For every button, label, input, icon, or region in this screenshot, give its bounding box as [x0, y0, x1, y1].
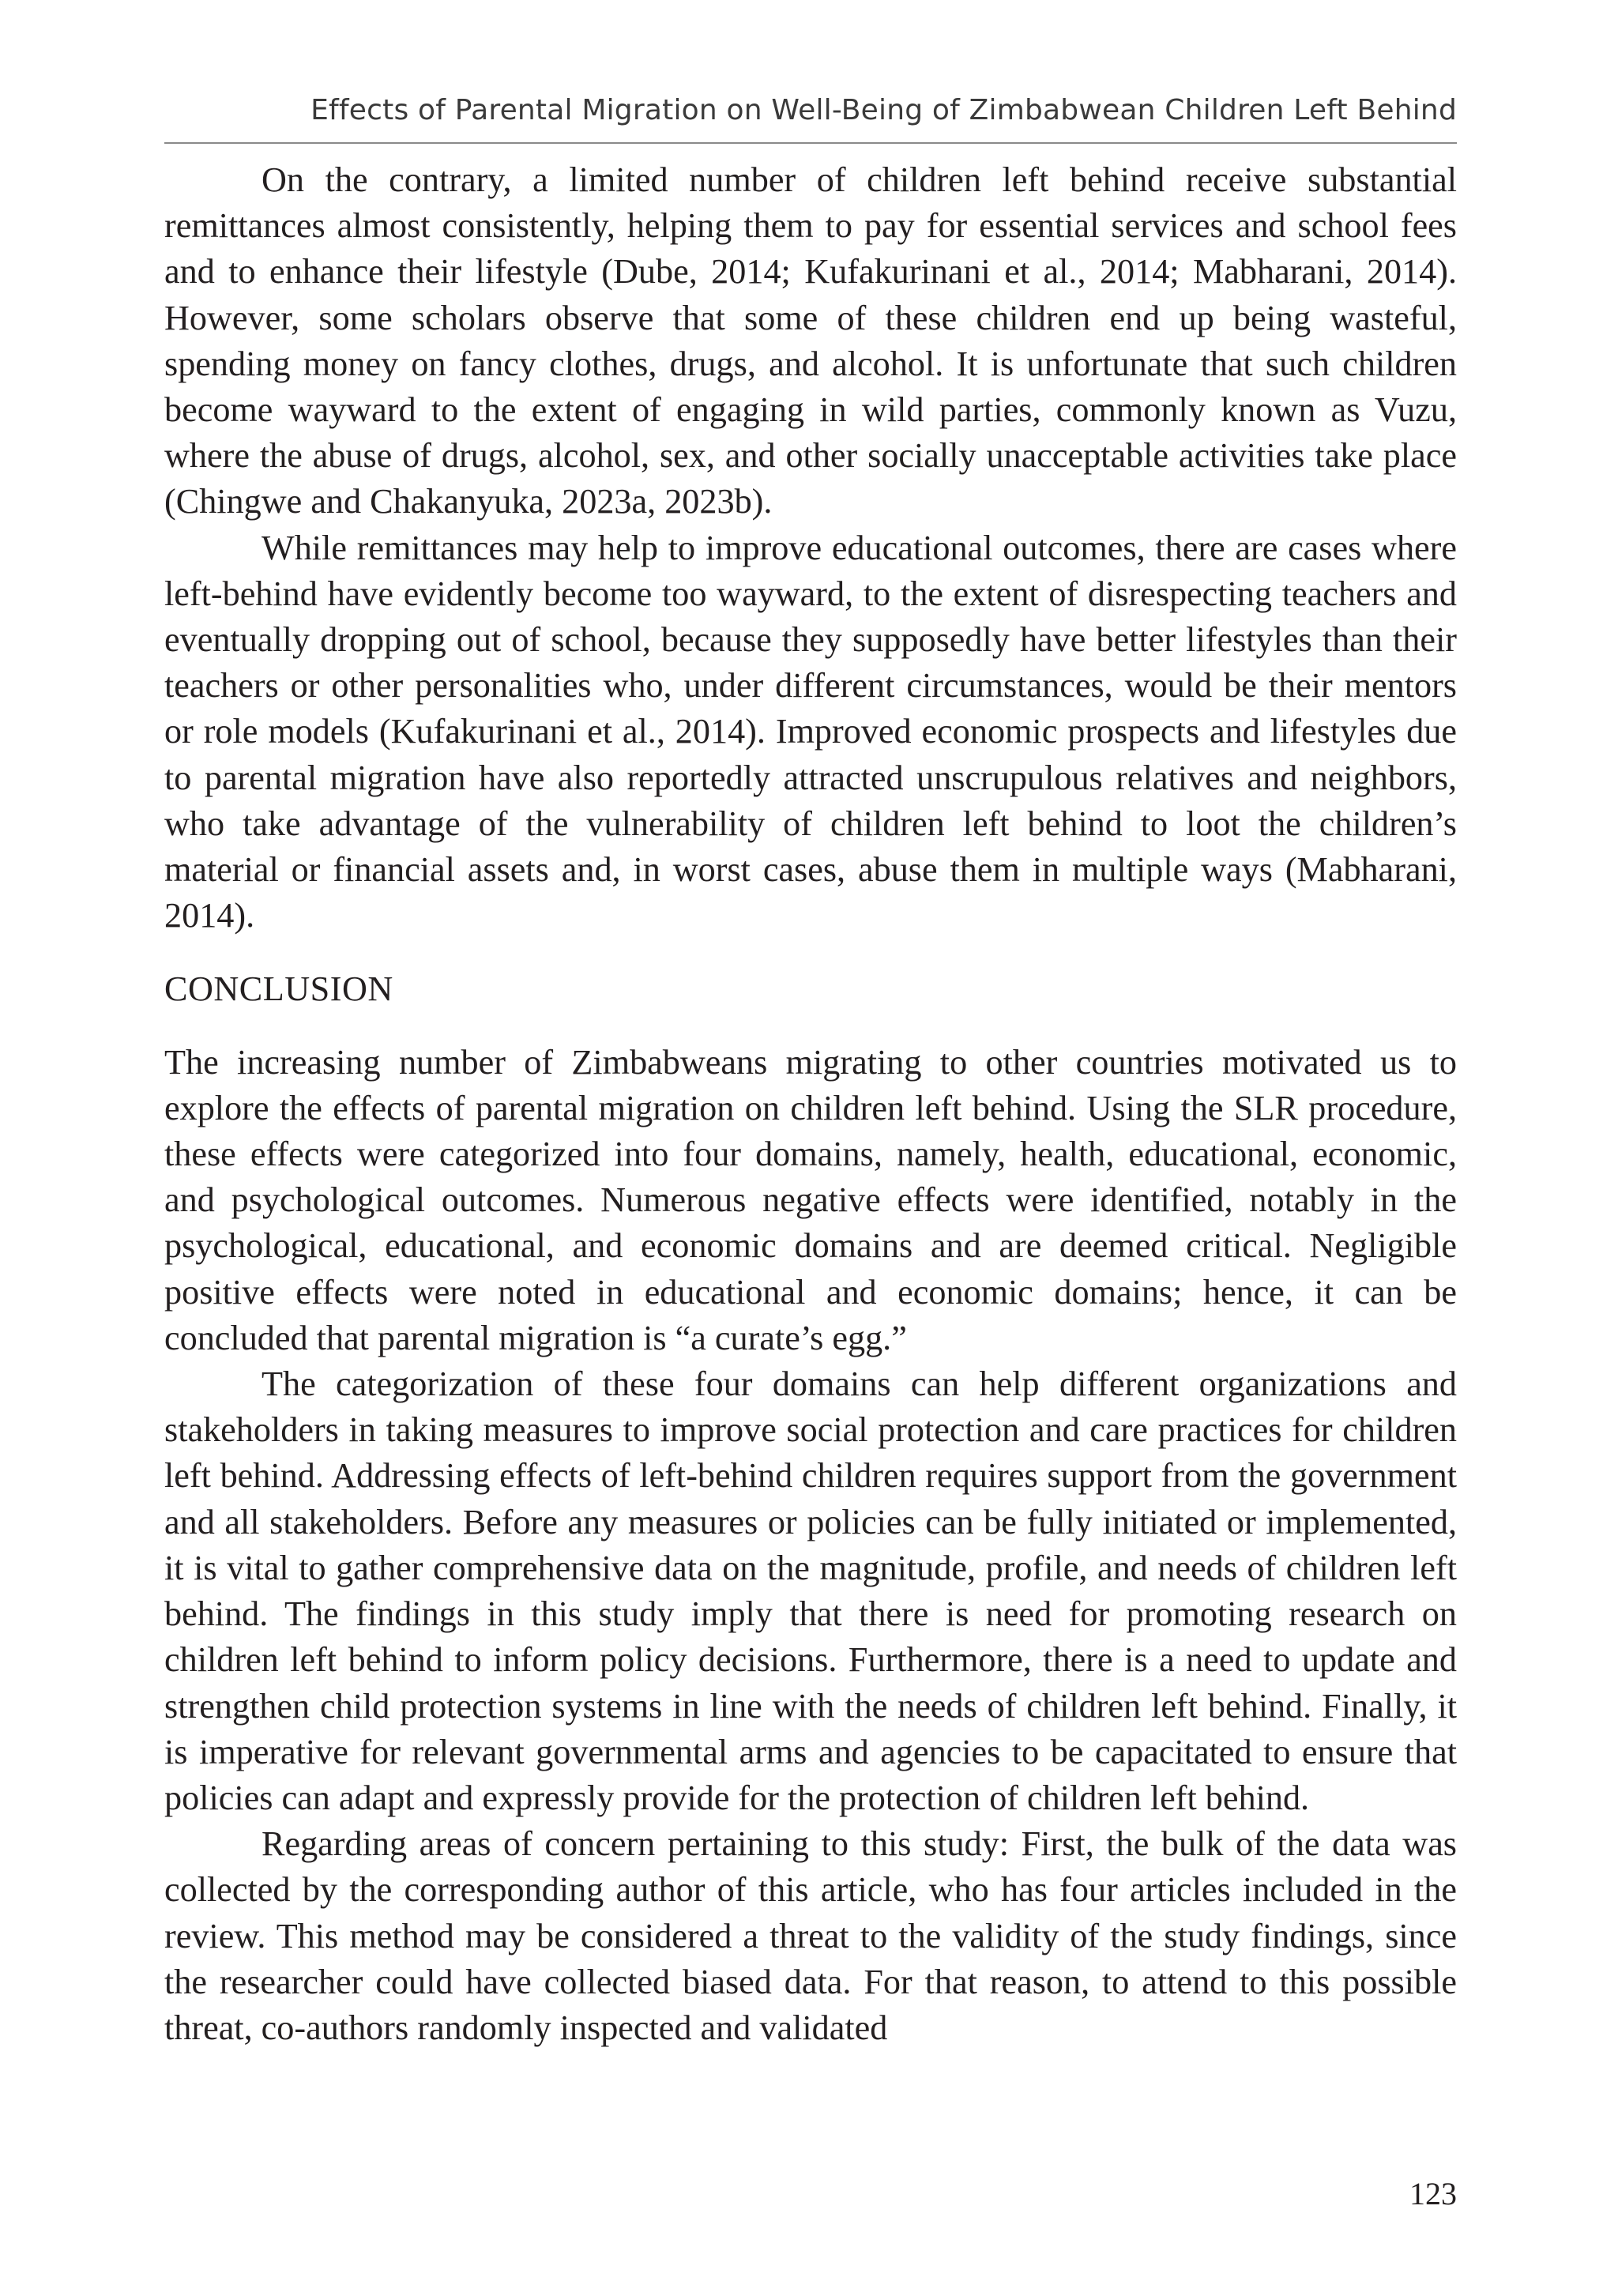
body-paragraph: On the contrary, a limited number of children left behind receive substantial remittances almost consistently, helping them to pay for essential services and school fees and to enhance their lifestyle (Dube, 2014; Kufakurinani et al., 2014; Mabharani, 2014). However, some scholars observe that some of these children end up being wasteful, spending money on fancy clothes, drugs, and alcohol. It is unfortunate that such children become wayward to the extent of engaging in wild parties, commonly known as Vuzu, where the abuse of drugs, alcohol, sex, and other socially unacceptable activities take place (Chingwe and Chakanyuka, 2023a, 2023b). — [164, 160, 1457, 521]
body-paragraph: The increasing number of Zimbabweans migrating to other countries motivated us to explore the effects of parental migration on children left behind. Using the SLR procedure, these effects were categorized into four domains, namely, health, educational, economic, and psychological outcomes. Numerous negative effects were identified, notably in the psychological, educational, and economic domains and are deemed critical. Negligible positive effects were noted in educational and economic domains; hence, it can be concluded that parental migration is “a curate’s egg.” — [164, 1042, 1457, 1357]
header-divider — [164, 142, 1457, 144]
section-heading-conclusion: CONCLUSION — [164, 969, 393, 1009]
body-paragraph: While remittances may help to improve educational outcomes, there are cases where left-behind have evidently become too wayward, to the extent of disrespecting teachers and eventually dropping out of school, because they supposedly have better lifestyles than their teachers or other personalities who, under different circumstances, would be their mentors or role models (Kufakurinani et al., 2014). Improved economic prospects and lifestyles due to parental migration have also reportedly attracted unscrupulous relatives and neighbors, who take advantage of the vulnerability of children left behind to loot the children’s material or financial assets and, in worst cases, abuse them in multiple ways (Mabharani, 2014). — [164, 528, 1457, 935]
body-text — [164, 157, 1457, 2051]
body-paragraph: Regarding areas of concern pertaining to this study: First, the bulk of the data was collected by the corresponding author of this article, who has four articles included in the review. This method may be considered a threat to the validity of the study findings, since the researcher could have collected biased data. For that reason, to attend to this possible threat, co-authors randomly inspected and validated — [164, 1824, 1457, 2047]
page-number: 123 — [1409, 2176, 1457, 2211]
running-header: Effects of Parental Migration on Well-Being of Zimbabwean Children Left Behind — [310, 94, 1457, 126]
body-paragraph: The categorization of these four domains can help different organizations and stakeholders in taking measures to improve social protection and care practices for children left behind. Addressing effects of left-behind children requires support from the government and all stakeholders. Before any measures or policies can be fully initiated or implemented, it is vital to gather comprehensive data on the magnitude, profile, and needs of children left behind. The findings in this study imply that there is need for promoting research on children left behind to inform policy decisions. Furthermore, there is a need to update and strengthen child protection systems in line with the needs of children left behind. Finally, it is imperative for relevant governmental arms and agencies to be capacitated to ensure that policies can adapt and expressly provide for the protection of children left behind. — [164, 1364, 1457, 1817]
